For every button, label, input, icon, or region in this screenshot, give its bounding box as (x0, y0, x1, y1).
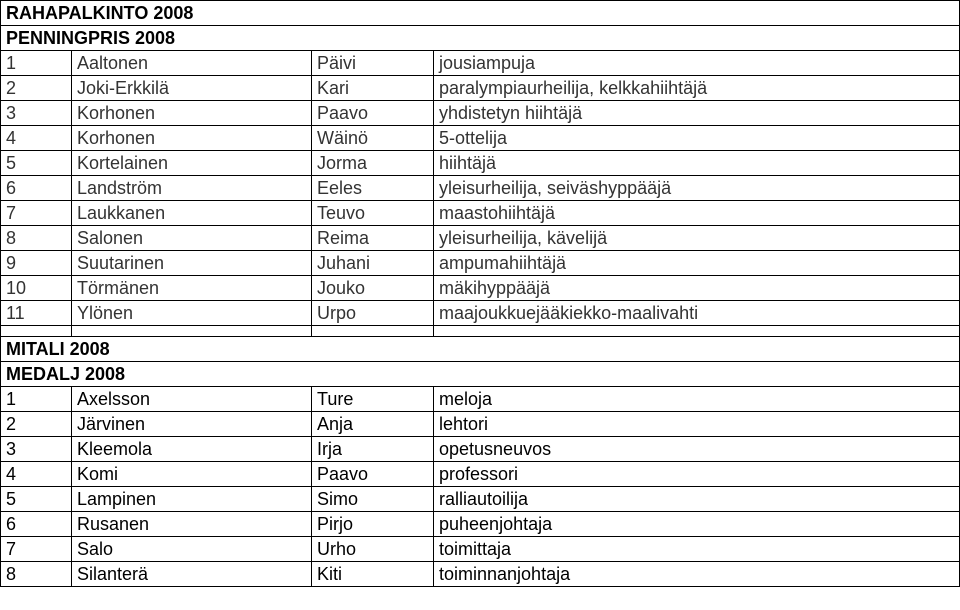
surname-cell: Suutarinen (72, 251, 312, 276)
empty-row (1, 326, 960, 337)
description-cell: ampumahiihtäjä (434, 251, 960, 276)
description-cell: puheenjohtaja (434, 512, 960, 537)
surname-cell: Landström (72, 176, 312, 201)
surname-cell: Kleemola (72, 437, 312, 462)
surname-cell: Laukkanen (72, 201, 312, 226)
first-name-cell: Jorma (312, 151, 434, 176)
table-row (1, 537, 960, 562)
table-row (1, 562, 960, 587)
surname-cell: Aaltonen (72, 51, 312, 76)
surname-cell: Lampinen (72, 487, 312, 512)
table-row (1, 126, 960, 151)
table-row (1, 176, 960, 201)
section-title-fi: MITALI 2008 (1, 337, 960, 362)
description-cell: jousiampuja (434, 51, 960, 76)
section-header-row (1, 1, 960, 26)
table-row (1, 437, 960, 462)
description-cell: maajoukkuejääkiekko-maalivahti (434, 301, 960, 326)
first-name-cell: Päivi (312, 51, 434, 76)
empty-cell (72, 326, 312, 337)
surname-cell: Kortelainen (72, 151, 312, 176)
section-header-row (1, 26, 960, 51)
section-header-row (1, 337, 960, 362)
description-cell: mäkihyppääjä (434, 276, 960, 301)
table-row (1, 101, 960, 126)
row-number: 3 (1, 101, 72, 126)
description-cell: yleisurheilija, seiväshyppääjä (434, 176, 960, 201)
surname-cell: Ylönen (72, 301, 312, 326)
description-cell: 5-ottelija (434, 126, 960, 151)
row-number: 2 (1, 76, 72, 101)
row-number: 5 (1, 151, 72, 176)
description-cell: paralympiaurheilija, kelkkahiihtäjä (434, 76, 960, 101)
first-name-cell: Urho (312, 537, 434, 562)
description-cell: yleisurheilija, kävelijä (434, 226, 960, 251)
surname-cell: Joki-Erkkilä (72, 76, 312, 101)
description-cell: ralliautoilija (434, 487, 960, 512)
first-name-cell: Wäinö (312, 126, 434, 151)
surname-cell: Törmänen (72, 276, 312, 301)
section-title-sv: MEDALJ 2008 (1, 362, 960, 387)
first-name-cell: Juhani (312, 251, 434, 276)
description-cell: toiminnanjohtaja (434, 562, 960, 587)
first-name-cell: Urpo (312, 301, 434, 326)
first-name-cell: Jouko (312, 276, 434, 301)
first-name-cell: Simo (312, 487, 434, 512)
row-number: 5 (1, 487, 72, 512)
row-number: 3 (1, 437, 72, 462)
row-number: 4 (1, 126, 72, 151)
table-row (1, 201, 960, 226)
first-name-cell: Reima (312, 226, 434, 251)
table-row (1, 487, 960, 512)
first-name-cell: Paavo (312, 101, 434, 126)
row-number: 10 (1, 276, 72, 301)
section-header-row (1, 362, 960, 387)
description-cell: opetusneuvos (434, 437, 960, 462)
row-number: 7 (1, 201, 72, 226)
table-row (1, 387, 960, 412)
first-name-cell: Kari (312, 76, 434, 101)
section-title-fi: RAHAPALKINTO 2008 (1, 1, 960, 26)
first-name-cell: Paavo (312, 462, 434, 487)
table-row (1, 462, 960, 487)
surname-cell: Komi (72, 462, 312, 487)
first-name-cell: Ture (312, 387, 434, 412)
row-number: 4 (1, 462, 72, 487)
description-cell: lehtori (434, 412, 960, 437)
surname-cell: Axelsson (72, 387, 312, 412)
table-row (1, 51, 960, 76)
surname-cell: Silanterä (72, 562, 312, 587)
surname-cell: Rusanen (72, 512, 312, 537)
table-row (1, 226, 960, 251)
description-cell: maastohiihtäjä (434, 201, 960, 226)
row-number: 11 (1, 301, 72, 326)
row-number: 2 (1, 412, 72, 437)
empty-cell (1, 326, 72, 337)
description-cell: hiihtäjä (434, 151, 960, 176)
first-name-cell: Anja (312, 412, 434, 437)
row-number: 7 (1, 537, 72, 562)
first-name-cell: Kiti (312, 562, 434, 587)
description-cell: toimittaja (434, 537, 960, 562)
table-row (1, 251, 960, 276)
table-row (1, 151, 960, 176)
surname-cell: Salonen (72, 226, 312, 251)
table-row (1, 276, 960, 301)
first-name-cell: Irja (312, 437, 434, 462)
empty-cell (312, 326, 434, 337)
row-number: 1 (1, 387, 72, 412)
table-row (1, 412, 960, 437)
surname-cell: Korhonen (72, 126, 312, 151)
table-row (1, 301, 960, 326)
surname-cell: Salo (72, 537, 312, 562)
row-number: 8 (1, 226, 72, 251)
description-cell: yhdistetyn hiihtäjä (434, 101, 960, 126)
award-table-body (1, 1, 960, 587)
row-number: 6 (1, 176, 72, 201)
row-number: 6 (1, 512, 72, 537)
description-cell: professori (434, 462, 960, 487)
table-row (1, 76, 960, 101)
row-number: 1 (1, 51, 72, 76)
first-name-cell: Eeles (312, 176, 434, 201)
surname-cell: Korhonen (72, 101, 312, 126)
table-row (1, 512, 960, 537)
empty-cell (434, 326, 960, 337)
row-number: 9 (1, 251, 72, 276)
first-name-cell: Teuvo (312, 201, 434, 226)
row-number: 8 (1, 562, 72, 587)
first-name-cell: Pirjo (312, 512, 434, 537)
section-title-sv: PENNINGPRIS 2008 (1, 26, 960, 51)
surname-cell: Järvinen (72, 412, 312, 437)
description-cell: meloja (434, 387, 960, 412)
